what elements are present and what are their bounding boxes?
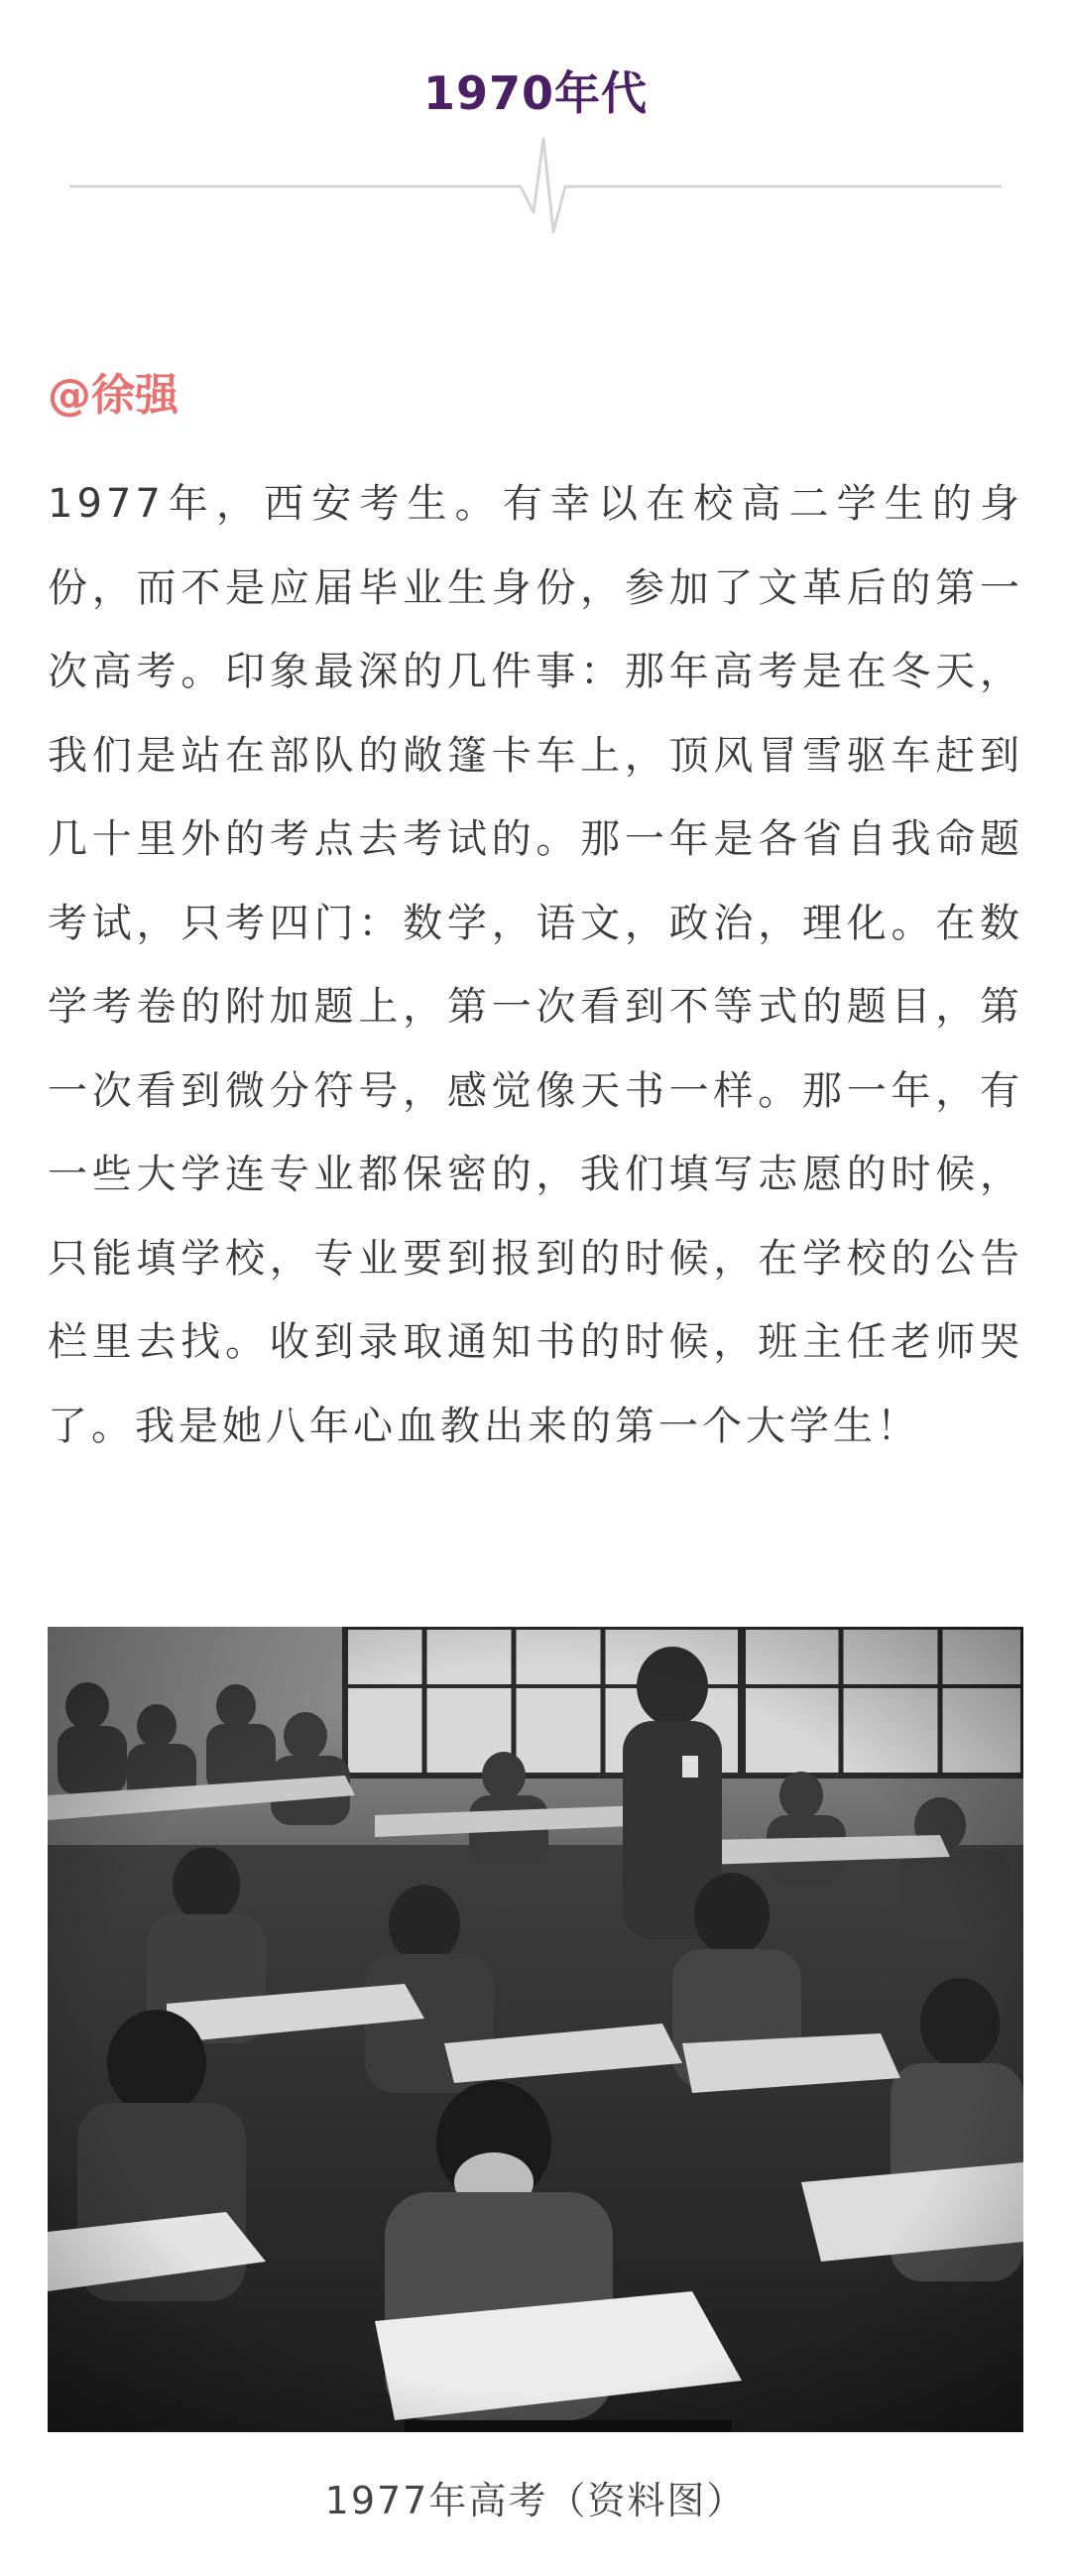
exam-photo-illustration [48, 1627, 1023, 2432]
divider-line [69, 139, 1002, 232]
section-title: 1970年代 [422, 66, 649, 120]
author-tag: @徐强 [48, 370, 178, 421]
photo-caption: 1977年高考（资料图） [324, 2479, 747, 2522]
story-text: 1977年，西安考生。有幸以在校高二学生的身份，而不是应届毕业生身份，参加了文革后的第一次高考。印象最深的几件事：那年高考是在冬天，我们是站在部队的敞篷卡车上，顶风冒雪驱车赶到几十里外的考点去考试的。那一年是各省自我命题考试，只考四门：数学，语文，政治，理化。在数学考卷的附加题上，第一次看到不等式的题目，第一次看到微分符号，感觉像天书一样。那一年，有一些大学连专业都保密的，我们填写志愿的时候，只能填学校，专业要到报到的时候，在学校的公告栏里去找。收到录取通知书的时候，班主任老师哭了。我是她八年心血教出来的第一个大学生！ [48, 481, 1023, 1449]
exam-photo [48, 1627, 1023, 2432]
pulse-divider [69, 129, 1002, 248]
